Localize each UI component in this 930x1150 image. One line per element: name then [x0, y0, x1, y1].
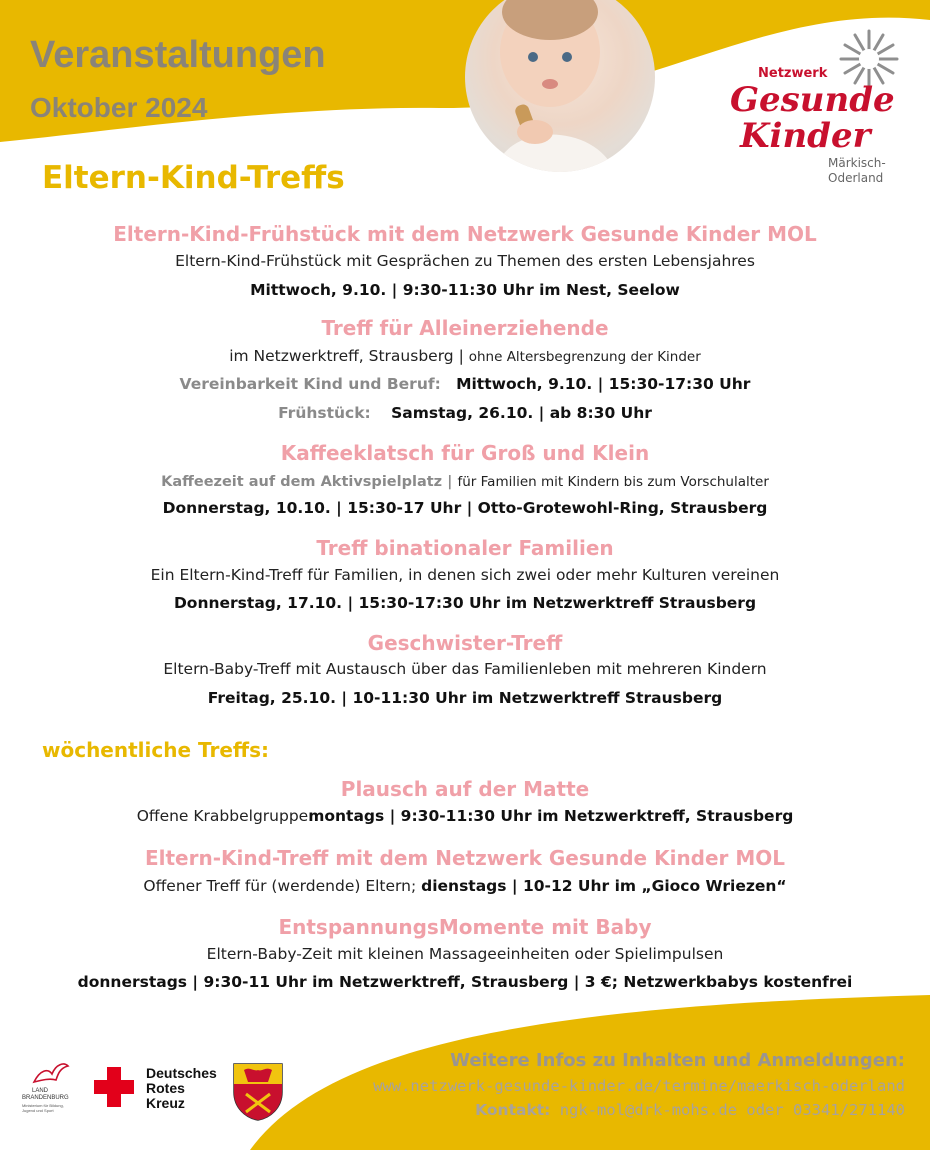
page-subtitle: Oktober 2024 [30, 92, 208, 123]
weekly-event-line [0, 806, 930, 825]
event-desc-note: für Familien mit Kindern bis zum Vorschulalter [457, 474, 769, 490]
event-when: Samstag, 26.10. | ab 8:30 Uhr [391, 404, 652, 422]
drk-wordmark [146, 1066, 217, 1111]
logo-kinder: Kinder [740, 116, 871, 156]
footer-heading: Weitere Infos zu Inhalten und Anmeldungen: [450, 1050, 905, 1071]
event-when: Donnerstag, 17.10. | 15:30-17:30 Uhr im Netzwerktreff Strausberg [173, 594, 757, 612]
event-when: Mittwoch, 9.10. | 15:30-17:30 Uhr [456, 375, 751, 393]
event-title: Treff für Alleinerziehende [321, 316, 609, 340]
logo-netzwerk: Netzwerk [758, 66, 828, 81]
event-desc-main: Kaffeezeit auf dem Aktivspielplatz | [161, 474, 458, 490]
event-when-row [0, 403, 930, 422]
weekly-event-line [0, 876, 930, 895]
event-desc: Eltern-Kind-Frühstück mit Gesprächen zu Themen des ersten Lebensjahres [175, 252, 755, 270]
weekly-event-desc: Offener Treff für (werdende) Eltern; [143, 877, 422, 895]
logo-region [828, 156, 886, 186]
event-title: Eltern-Kind-Frühstück mit dem Netzwerk Gesunde Kinder MOL [113, 222, 817, 246]
event-0 [0, 222, 930, 246]
brandenburg-line1: LAND [32, 1088, 49, 1094]
brandenburg-line3: Ministerium für Bildung, [22, 1103, 64, 1108]
brandenburg-line4: Jugend und Sport [22, 1108, 54, 1113]
weekly-event-title: EntspannungsMomente mit Baby [278, 915, 652, 939]
event-when: Mittwoch, 9.10. | 9:30-11:30 Uhr im Nest, Seelow [250, 281, 680, 299]
weekly-event-title: Eltern-Kind-Treff mit dem Netzwerk Gesunde Kinder MOL [144, 846, 786, 870]
page-title: Veranstaltungen [30, 34, 326, 76]
event-label: Vereinbarkeit Kind und Beruf: [179, 375, 441, 393]
red-cross-icon [92, 1065, 136, 1113]
event-label: Frühstück: [278, 404, 371, 422]
weekly-event-when: donnerstags | 9:30-11 Uhr im Netzwerktreff, Strausberg | 3 €; Netzwerkbabys kostenfrei [77, 973, 853, 991]
brandenburg-logo [22, 1060, 82, 1120]
netzwerk-gesunde-kinder-logo [728, 28, 908, 188]
event-when-row [0, 374, 930, 393]
drk-line2: Rotes [146, 1080, 185, 1096]
event-desc-main: im Netzwerktreff, Strausberg | [229, 347, 469, 365]
logo-region-line2: Oderland [828, 171, 884, 185]
event-title: Geschwister-Treff [367, 631, 563, 655]
event-desc [0, 471, 930, 490]
event-when: Freitag, 25.10. | 10-11:30 Uhr im Netzwerktreff Strausberg [207, 689, 723, 707]
drk-line1: Deutsches [146, 1065, 217, 1081]
logo-gesunde: Gesunde [730, 80, 895, 120]
weekly-event-desc: Eltern-Baby-Zeit mit kleinen Massageeinheiten oder Spielimpulsen [206, 945, 724, 963]
footer-contact-label: Kontakt: [475, 1101, 551, 1119]
event-desc: Ein Eltern-Kind-Treff für Familien, in denen sich zwei oder mehr Kulturen vereinen [150, 566, 780, 584]
event-desc [0, 346, 930, 365]
event-desc-note: ohne Altersbegrenzung der Kinder [468, 349, 701, 365]
footer-contact [250, 1101, 905, 1119]
event-when: Donnerstag, 10.10. | 15:30-17 Uhr | Otto-Grotewohl-Ring, Strausberg [162, 499, 768, 517]
event-title: Kaffeeklatsch für Groß und Klein [280, 441, 650, 465]
logo-region-line1: Märkisch- [828, 156, 886, 170]
drk-line3: Kreuz [146, 1095, 185, 1111]
eagle-icon [30, 1060, 70, 1090]
landkreis-crest-icon [232, 1062, 284, 1122]
weekly-event-title: Plausch auf der Matte [340, 777, 590, 801]
brandenburg-line2: BRANDENBURG [22, 1095, 69, 1101]
weekly-event-desc: Offene Krabbelgruppe [136, 807, 309, 825]
weekly-title: wöchentliche Treffs: [42, 738, 269, 762]
footer-contact-value[interactable]: ngk-mol@drk-mohs.de oder 03341/271140 [550, 1101, 905, 1119]
event-title: Treff binationaler Familien [316, 536, 614, 560]
section-title: Eltern-Kind-Treffs [42, 160, 345, 196]
event-desc: Eltern-Baby-Treff mit Austausch über das Familienleben mit mehreren Kindern [163, 660, 767, 678]
weekly-event-when: dienstags | 10-12 Uhr im „Gioco Wriezen“ [421, 877, 787, 895]
footer-url[interactable]: www.netzwerk-gesunde-kinder.de/termine/maerkisch-oderland [373, 1077, 905, 1095]
weekly-event-when: montags | 9:30-11:30 Uhr im Netzwerktreff, Strausberg [308, 807, 794, 825]
